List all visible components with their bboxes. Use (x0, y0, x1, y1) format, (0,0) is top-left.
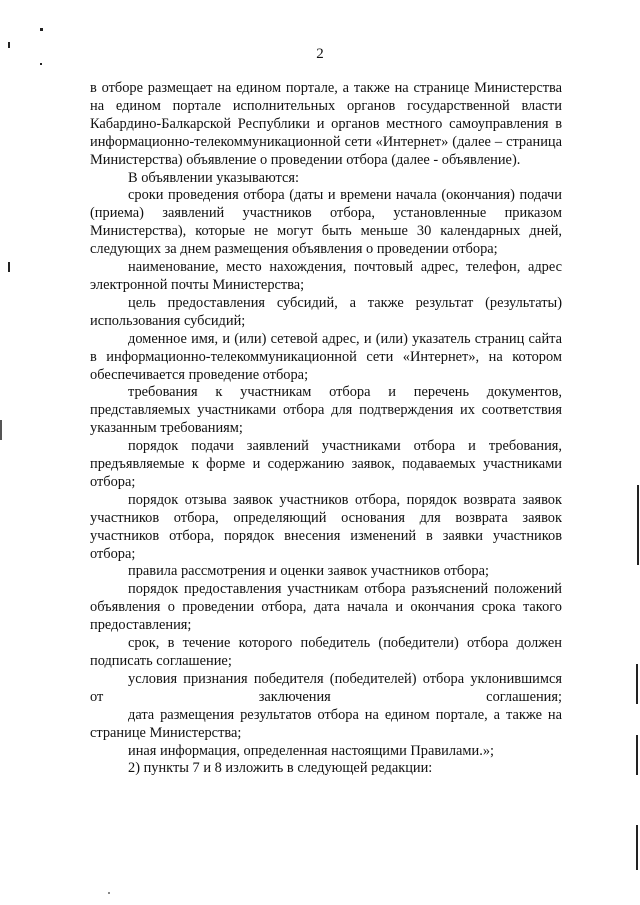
scan-artifact (8, 42, 10, 48)
paragraph-subsidy-goal: цель предоставления субсидий, а также результат (результаты) использования субсидий; (90, 294, 562, 329)
document-body (90, 80, 562, 778)
paragraph-application-procedure: порядок подачи заявлений участниками отбора и требования, предъявляемые к форме и содержанию заявок, подаваемых участниками отбора; (90, 438, 562, 490)
scan-artifact (636, 664, 638, 704)
page-number: 2 (316, 46, 324, 62)
paragraph-selection-dates: сроки проведения отбора (даты и времени начала (окончания) подачи (приема) заявлений участников отбора, установленные приказом Министерства), которые не могут быть меньше 30 календарных дней, следующих за днем размещения объявления о проведении отбора; (90, 187, 562, 258)
scan-artifact (40, 63, 42, 65)
paragraph-review-rules: правила рассмотрения и оценки заявок участников отбора; (128, 563, 489, 580)
scan-artifact (0, 420, 2, 440)
paragraph-domain-name: доменное имя, и (или) сетевой адрес, и (или) указатель страниц сайта в информационно-телекоммуникационной сети «Интернет», на котором обеспечивается проведение отбора; (90, 330, 562, 383)
scan-artifact (40, 28, 43, 31)
paragraph-agreement-deadline: срок, в течение которого победитель (победители) отбора должен подписать соглашение; (90, 635, 562, 669)
paragraph-clarifications: порядок предоставления участникам отбора разъяснений положений объявления о проведении отбора, дата начала и окончания срока такого предоставления; (90, 581, 562, 634)
paragraph-amendment: 2) пункты 7 и 8 изложить в следующей редакции: (128, 760, 433, 777)
scan-artifact (8, 262, 10, 272)
scan-artifact (108, 892, 110, 894)
scan-artifact (636, 825, 638, 870)
paragraph-application-withdrawal: порядок отзыва заявок участников отбора, порядок возврата заявок участников отбора, определяющий основания для возврата заявок участников отбора, порядок внесения изменений в заявки участников отбора; (90, 491, 562, 562)
paragraph-participant-requirements: требования к участникам отбора и перечень документов, представляемых участниками отбора для подтверждения их соответствия указанным требованиям; (90, 384, 562, 437)
scan-artifact (636, 735, 638, 775)
paragraph-ministry-address: наименование, место нахождения, почтовый адрес, телефон, адрес электронной почты Министерства; (90, 259, 562, 293)
paragraph-intro: в отборе размещает на едином портале, а также на странице Министерства на едином портале исполнительных органов государственной власти Кабардино-Балкарской Республики и органов местного самоуправления в информационно-телекоммуникационной сети «Интернет» (далее – страница Министерства) объявление о проведении отбора (далее - объявление). (90, 80, 562, 168)
paragraph-winner-conditions: условия признания победителя (победителей) отбора уклонившимся от заключения соглашения; (90, 670, 562, 705)
paragraph-other-information: иная информация, определенная настоящими Правилами.»; (128, 742, 495, 759)
paragraph-announcement-heading: В объявлении указываются: (128, 169, 300, 186)
scan-artifact (637, 485, 639, 565)
paragraph-results-publication: дата размещения результатов отбора на едином портале, а также на странице Министерства; (90, 706, 562, 741)
